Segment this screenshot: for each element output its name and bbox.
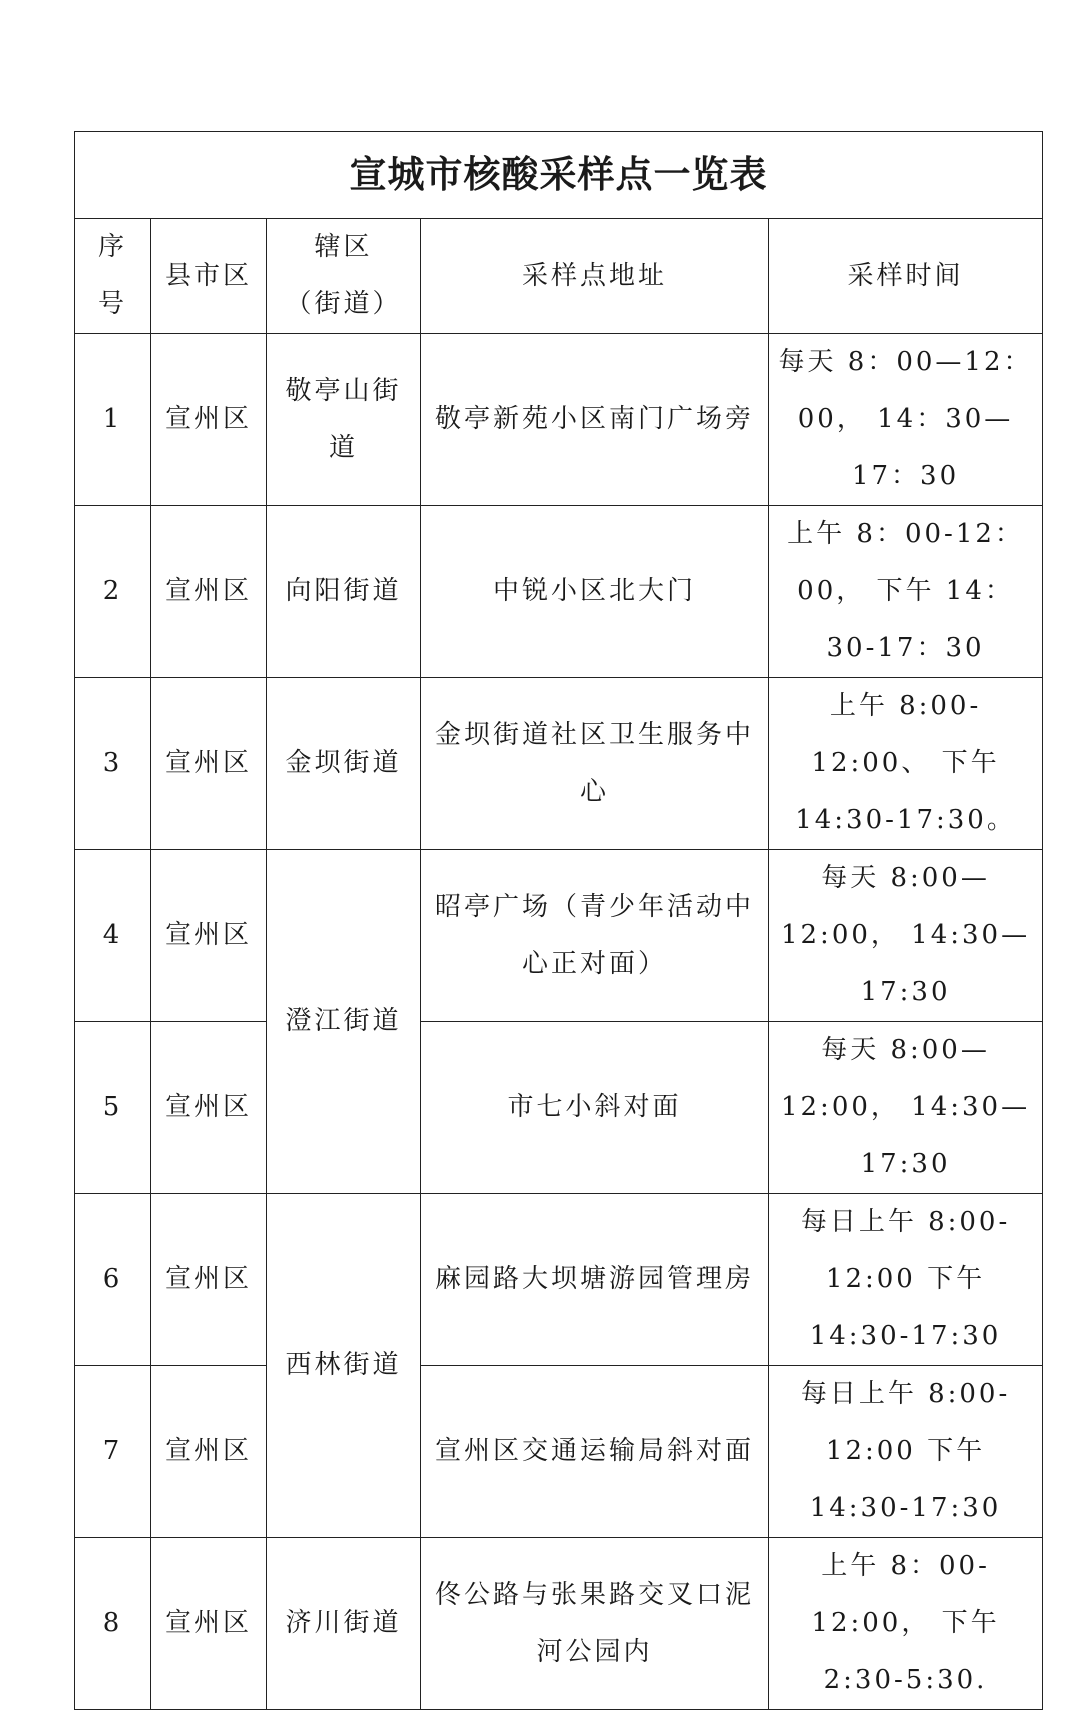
header-row xyxy=(75,219,1043,334)
header-district xyxy=(267,219,421,334)
row-district: 澄江街道 xyxy=(267,850,421,1194)
row-county: 宣州区 xyxy=(151,334,267,506)
row-address: 宣州区交通运输局斜对面 xyxy=(421,1366,769,1538)
header-address: 采样点地址 xyxy=(421,219,769,334)
row-district: 济川街道 xyxy=(267,1538,421,1710)
table-row xyxy=(75,850,1043,1022)
row-county: 宣州区 xyxy=(151,1022,267,1194)
table-row xyxy=(75,334,1043,506)
table-title: 宣城市核酸采样点一览表 xyxy=(75,132,1043,219)
sampling-sites-table xyxy=(74,131,1043,1710)
table-row xyxy=(75,678,1043,850)
row-index: 3 xyxy=(75,678,151,850)
row-county: 宣州区 xyxy=(151,506,267,678)
row-time: 上午 8：00-12：00， 下午 14：30-17：30 xyxy=(769,506,1043,678)
row-county: 宣州区 xyxy=(151,678,267,850)
row-district: 向阳街道 xyxy=(267,506,421,678)
row-address: 敬亭新苑小区南门广场旁 xyxy=(421,334,769,506)
row-index: 6 xyxy=(75,1194,151,1366)
row-address: 麻园路大坝塘游园管理房 xyxy=(421,1194,769,1366)
header-district-line1: 辖区 xyxy=(314,232,373,262)
table-row xyxy=(75,1022,1043,1194)
row-address: 昭亭广场（青少年活动中心正对面） xyxy=(421,850,769,1022)
row-county: 宣州区 xyxy=(151,1366,267,1538)
row-district: 敬亭山街道 xyxy=(267,334,421,506)
row-address: 佟公路与张果路交叉口泥河公园内 xyxy=(421,1538,769,1710)
header-index: 序号 xyxy=(75,219,151,334)
row-time: 每日上午 8:00-12:00 下午 14:30-17:30 xyxy=(769,1194,1043,1366)
row-time: 上午 8:00-12:00、 下午 14:30-17:30。 xyxy=(769,678,1043,850)
row-index: 8 xyxy=(75,1538,151,1710)
row-index: 4 xyxy=(75,850,151,1022)
row-index: 2 xyxy=(75,506,151,678)
row-district: 金坝街道 xyxy=(267,678,421,850)
row-address: 市七小斜对面 xyxy=(421,1022,769,1194)
row-time: 每天 8：00—12：00， 14：30—17：30 xyxy=(769,334,1043,506)
header-time: 采样时间 xyxy=(769,219,1043,334)
row-index: 1 xyxy=(75,334,151,506)
row-address: 金坝街道社区卫生服务中心 xyxy=(421,678,769,850)
row-time: 每日上午 8:00-12:00 下午 14:30-17:30 xyxy=(769,1366,1043,1538)
row-time: 每天 8:00—12:00， 14:30—17:30 xyxy=(769,850,1043,1022)
row-address: 中锐小区北大门 xyxy=(421,506,769,678)
row-district: 西林街道 xyxy=(267,1194,421,1538)
row-index: 5 xyxy=(75,1022,151,1194)
table-row xyxy=(75,506,1043,678)
row-county: 宣州区 xyxy=(151,850,267,1022)
table-row xyxy=(75,1194,1043,1366)
row-county: 宣州区 xyxy=(151,1538,267,1710)
row-county: 宣州区 xyxy=(151,1194,267,1366)
header-district-line2: （街道） xyxy=(285,289,402,319)
row-index: 7 xyxy=(75,1366,151,1538)
header-county: 县市区 xyxy=(151,219,267,334)
table-row xyxy=(75,1366,1043,1538)
row-time: 每天 8:00—12:00， 14:30—17:30 xyxy=(769,1022,1043,1194)
table-row xyxy=(75,1538,1043,1710)
row-time: 上午 8：00-12:00， 下午 2:30-5:30. xyxy=(769,1538,1043,1710)
